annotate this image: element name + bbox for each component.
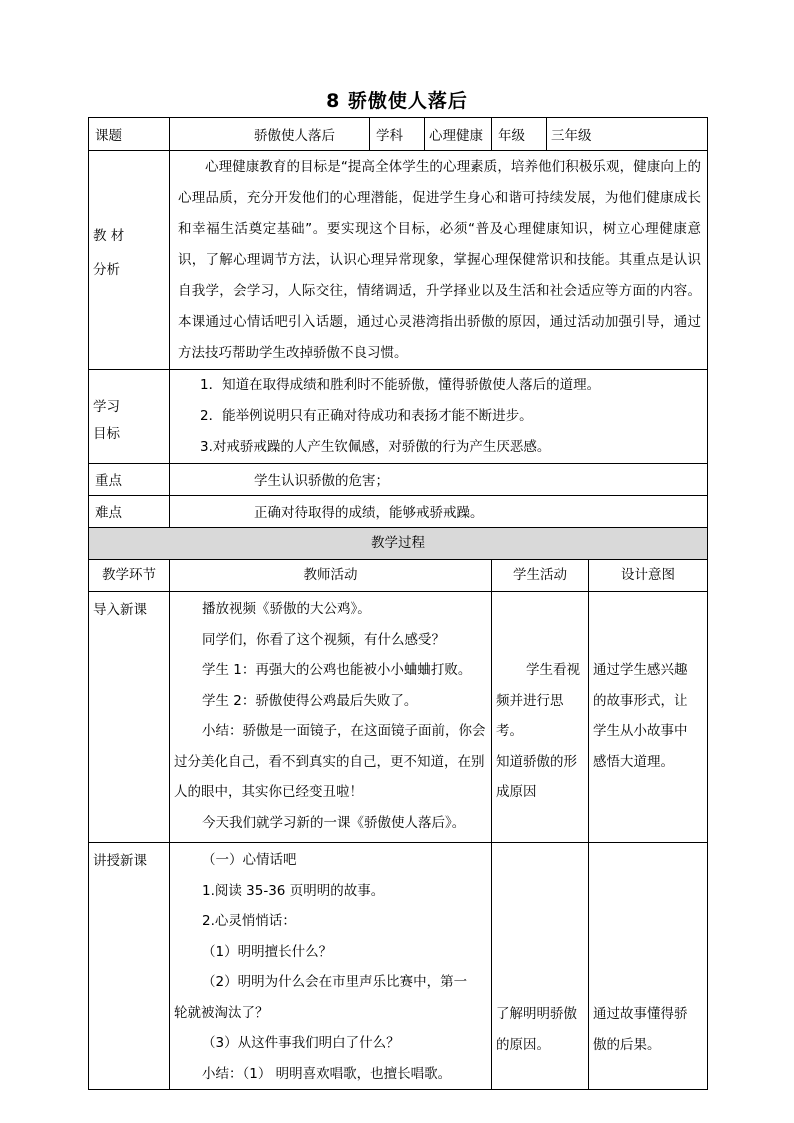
teacher-line: 2.心灵悄悄话： bbox=[202, 913, 296, 929]
subject-label: 学科 bbox=[370, 118, 425, 151]
analysis-cell bbox=[170, 151, 708, 370]
key-point-label: 重点 bbox=[89, 464, 170, 496]
teacher-line: 小结：（1） 明明喜欢唱歌，也擅长唱歌。 bbox=[202, 1065, 452, 1082]
process-row bbox=[89, 843, 708, 1090]
topic-value: 骄傲使人落后 bbox=[170, 118, 370, 151]
intent-line: 感悟大道理。 bbox=[593, 753, 674, 770]
col-header-intent: 设计意图 bbox=[589, 560, 708, 592]
analysis-label-text: 教 材分析 bbox=[93, 228, 125, 278]
student-activity bbox=[492, 592, 589, 843]
intent-line: 学生从小故事中 bbox=[593, 723, 688, 739]
stage-label: 导入新课 bbox=[89, 592, 170, 843]
design-intent bbox=[589, 843, 708, 1090]
teacher-line: 学生 1：再强大的公鸡也能被小小蛐蛐打败。 bbox=[202, 662, 472, 678]
analysis-label bbox=[89, 151, 170, 370]
student-line: 成原因 bbox=[496, 784, 537, 800]
intent-line: 的故事形式，让 bbox=[593, 692, 688, 709]
teacher-line: （1）明明擅长什么？ bbox=[202, 943, 333, 960]
teacher-line: 1.阅读 35-36 页明明的故事。 bbox=[202, 882, 385, 899]
teacher-activity bbox=[170, 843, 492, 1090]
col-header-teacher: 教师活动 bbox=[170, 560, 492, 592]
teacher-line: （2）明明为什么会在市里声乐比赛中，第一 bbox=[202, 974, 468, 990]
lesson-plan-table bbox=[88, 117, 708, 1090]
teacher-line: 过分美化自己，看不到真实的自己，更不知道，在别 bbox=[174, 753, 485, 770]
process-header-row bbox=[89, 560, 708, 592]
topic-label: 课题 bbox=[89, 118, 170, 151]
teacher-line: （3）从这件事我们明白了什么？ bbox=[202, 1035, 400, 1051]
analysis-text: 心理健康教育的目标是“提高全体学生的心理素质，培养他们积极乐观，健康向上的心理品质，充分开发他们的心理潜能，促进学生身心和谐可持续发展，为他们健康成长和幸福生活奠定基础”。要实现这个目标，必须“普及心理健康知识，树立心理健康意识，了解心理调节方法，认识心理异常现象，掌握心理保健常识和技能。其重点是认识自我学，会学习，人际交往，情绪调适，升学择业以及生活和社会适应等方面的内容。本课通过心情话吧引入话题，通过心灵港湾指出骄傲的原因，通过活动加强引导，通过方法技巧帮助学生改掉骄傲不良习惯。 bbox=[178, 159, 701, 361]
objectives-cell bbox=[170, 370, 708, 464]
key-point-text: 学生认识骄傲的危害； bbox=[170, 464, 708, 496]
teacher-activity bbox=[170, 592, 492, 843]
objective-item: 3.对戒骄戒躁的人产生钦佩感，对骄傲的行为产生厌恶感。 bbox=[200, 439, 551, 455]
objective-item: 1．知道在取得成绩和胜利时不能骄傲，懂得骄傲使人落后的道理。 bbox=[200, 377, 601, 393]
process-heading: 教学过程 bbox=[89, 528, 708, 560]
design-intent bbox=[589, 592, 708, 843]
grade-label: 年级 bbox=[492, 118, 547, 151]
intent-line: 通过学生感兴趣 bbox=[593, 662, 688, 678]
col-header-student: 学生活动 bbox=[492, 560, 589, 592]
grade-value: 三年级 bbox=[547, 118, 708, 151]
objectives-label bbox=[89, 370, 170, 464]
intent-line: 通过故事懂得骄 bbox=[593, 1006, 688, 1022]
student-line: 的原因。 bbox=[496, 1036, 550, 1053]
teacher-line: 小结：骄傲是一面镜子，在这面镜子面前，你会 bbox=[202, 723, 486, 739]
student-line: 频并进行思考。 bbox=[496, 692, 564, 739]
teacher-line: 同学们，你看了这个视频，有什么感受？ bbox=[202, 631, 445, 648]
student-line: 学生看视 bbox=[526, 662, 580, 678]
objectives-label-text: 学习目标 bbox=[93, 399, 120, 442]
student-activity bbox=[492, 843, 589, 1090]
subject-value: 心理健康 bbox=[425, 118, 492, 151]
teacher-line: 人的眼中，其实你已经变丑啦！ bbox=[174, 784, 363, 800]
teacher-line: （一）心情话吧 bbox=[202, 852, 297, 868]
student-line: 知道骄傲的形 bbox=[496, 753, 577, 770]
difficulty-text: 正确对待取得的成绩，能够戒骄戒躁。 bbox=[170, 496, 708, 528]
col-header-stage: 教学环节 bbox=[89, 560, 170, 592]
student-line: 了解明明骄傲 bbox=[496, 1006, 577, 1022]
teacher-line: 播放视频《骄傲的大公鸡》。 bbox=[202, 601, 371, 617]
teacher-line: 轮就被淘汰了？ bbox=[174, 1004, 269, 1021]
teacher-line: 今天我们就学习新的一课《骄傲使人落后》。 bbox=[202, 814, 466, 831]
document-title: 8 骄傲使人落后 bbox=[326, 90, 468, 112]
teacher-line: 学生 2：骄傲使得公鸡最后失败了。 bbox=[202, 692, 418, 709]
process-row bbox=[89, 592, 708, 843]
intent-line: 傲的后果。 bbox=[593, 1036, 661, 1053]
difficulty-label: 难点 bbox=[89, 496, 170, 528]
stage-label: 讲授新课 bbox=[89, 843, 170, 1090]
objective-item: 2．能举例说明只有正确对待成功和表扬才能不断进步。 bbox=[200, 408, 533, 424]
